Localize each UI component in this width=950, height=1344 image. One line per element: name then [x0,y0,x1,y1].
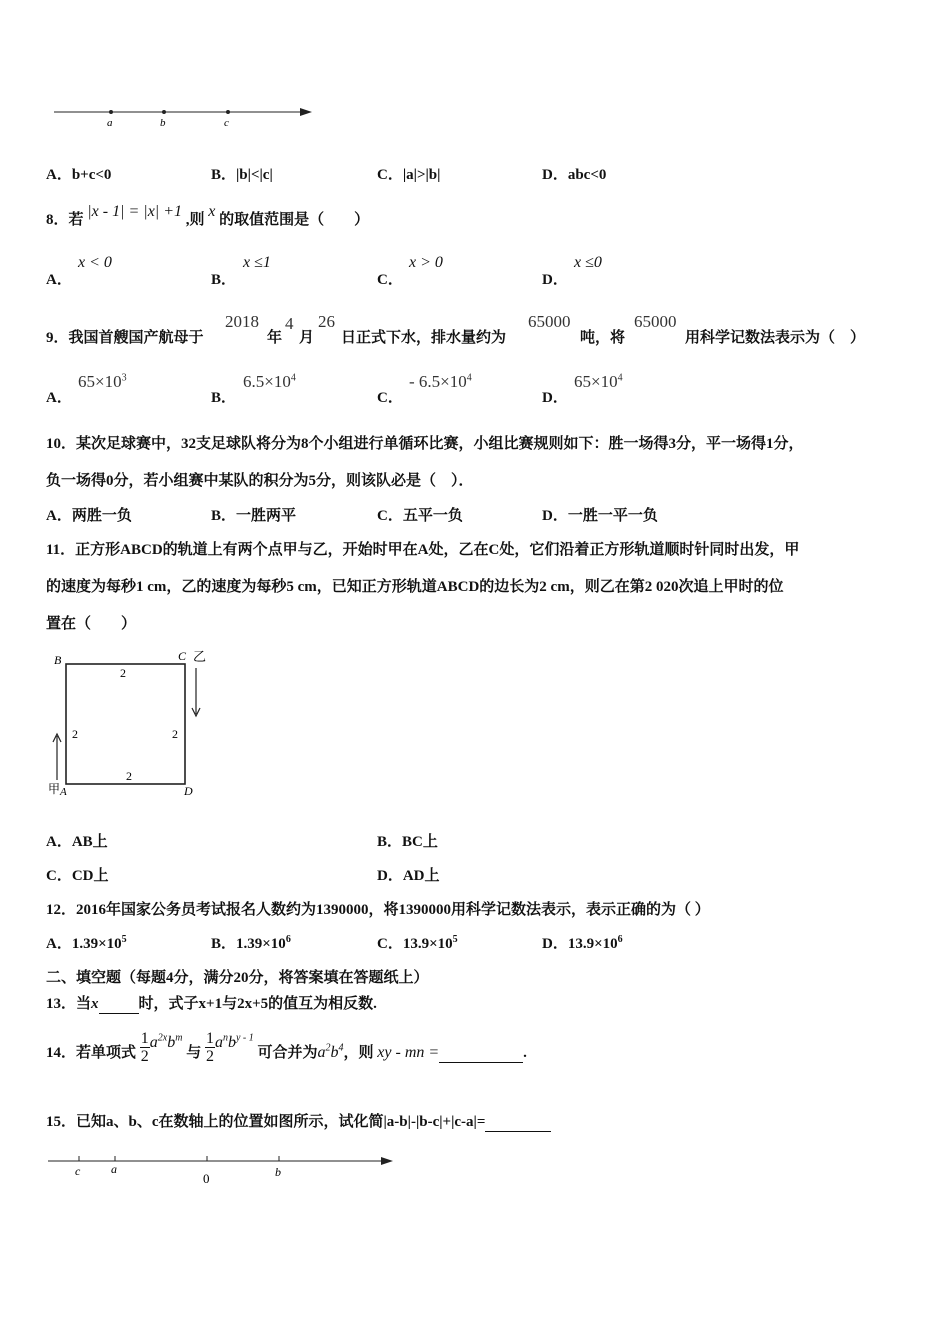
q9-stem-part6: 用科学记数法表示为（ ） [685,330,866,346]
q14-stem: 14．若单项式 $\frac{1}{2}$ $a^{2x}b^m$ 与 $\frac{1}{2}$ $a^nb^{y - 1}$ 可合并为$a^2b^4$，则 xy - mn = . [46,1030,527,1065]
q8-suffix: 的取值范围是（ ） [219,212,370,228]
q12-stem: 12．2016年国家公务员考试报名人数约为1390000，将1390000用科学记数法表示，表示正确的为（ ） [46,902,710,918]
corner-a: A [60,786,67,798]
q10-option-c: C．五平一负 [377,508,463,524]
q9-option-d-letter: D． [542,390,568,406]
q8-equation: |x - 1| = |x| +1 [87,203,182,220]
q9-option-c-expr: - $6.5\times 10^4$ [409,372,472,391]
q9-year: 2018 [225,312,259,331]
q9-option-b-letter: B． [211,390,237,406]
q9-stem-part4: 日正式下水，排水量约为 [341,330,507,346]
q14-fraction-2: $\frac{1}{2}$ [205,1030,214,1065]
q11-line1: 11．正方形ABCD的轨道上有两个点甲与乙，开始时甲在A处，乙在C处，它们沿着正方形轨道顺时针同时出发，甲 [46,542,800,558]
q15-number-line [44,1150,404,1190]
q8-option-d-expr: x ≤0 [574,254,602,271]
q8-option-d-letter: D． [542,272,568,288]
q7-option-a: A．b+c<0 [46,167,112,183]
label-c: c [224,117,229,129]
side-label-left: 2 [72,727,78,741]
point-a [109,110,113,114]
label-b: b [160,117,166,129]
q11-square-figure [44,644,224,804]
side-label-top: 2 [120,666,126,680]
q7-option-b: B．|b|<|c| [211,167,273,183]
q9-option-d-expr: $65\times 10^4$ [574,372,623,391]
up-arrow-icon [53,734,61,780]
q9-stem-part3: 月 [299,330,315,346]
down-arrow-icon [192,668,200,716]
corner-c: C [178,649,187,663]
q9-option-c-letter: C． [377,390,403,406]
q8-option-c-expr: x > 0 [409,254,443,271]
q8-var: x [208,203,216,220]
q9-value2: 65000 [634,312,677,331]
q9-stem-part1: 9．我国首艘国产航母于 [46,330,204,346]
q8-middle: ,则 [185,212,205,228]
label-zero: 0 [203,1171,210,1186]
corner-d: D [184,784,193,798]
q8-option-b-expr: x ≤1 [243,254,271,271]
label-b: b [275,1165,281,1179]
q7-option-d: D．abc<0 [542,167,607,183]
q9-day: 26 [318,312,335,331]
q7-number-line [50,100,320,132]
q9-option-b-expr: $6.5\times 10^4$ [243,372,296,391]
q8-option-a-letter: A． [46,272,72,288]
q11-option-a: A．AB上 [46,834,108,850]
q11-line2: 的速度为每秒1 cm，乙的速度为每秒5 cm，已知正方形轨道ABCD的边长为2 cm，则乙在第2 020次追上甲时的位 [46,579,784,595]
q15-answer-blank[interactable] [485,1114,551,1132]
label-a: a [107,117,113,129]
q9-value: 65000 [528,312,571,331]
q12-option-b: B．$1.39\times 10^6$ [211,934,291,952]
q8-option-a-expr: x < 0 [78,254,112,271]
q9-option-a-expr: $65\times 10^3$ [78,372,127,391]
label-c: c [75,1164,81,1178]
q7-option-c: C．|a|>|b| [377,167,441,183]
q11-option-c: C．CD上 [46,868,109,884]
q10-option-b: B．一胜两平 [211,508,297,524]
q10-option-a: A．两胜一负 [46,508,132,524]
q8-stem [46,202,370,228]
q9-stem-part5: 吨，将 [580,330,626,346]
q12-option-d: D．$13.9\times 10^6$ [542,934,623,952]
q9-month: 4 [285,314,294,333]
q13-stem: 13．当x 时，式子x+1与2x+5的值互为相反数. [46,996,377,1012]
point-c [226,110,230,114]
q10-line2: 负一场得0分，若小组赛中某队的积分为5分，则该队必是（ ）． [46,473,474,489]
q8-prefix: 8．若 [46,212,84,228]
q8-option-b-letter: B． [211,272,237,288]
q11-option-d: D．AD上 [377,868,440,884]
section2-heading: 二、填空题（每题4分，满分20分，将答案填在答题纸上） [46,970,429,986]
q14-fraction-1: $\frac{1}{2}$ [140,1030,149,1065]
corner-b: B [54,653,62,667]
q15-stem: 15．已知a、b、c在数轴上的位置如图所示，试化简|a-b|-|b-c|+|c-a|= [46,1110,551,1132]
q8-option-c-letter: C． [377,272,403,288]
point-b [162,110,166,114]
label-a: a [111,1162,117,1176]
point-jia-label: 甲 [48,782,61,796]
q11-line3: 置在（ ） [46,616,137,632]
q12-option-c: C．$13.9\times 10^5$ [377,934,458,952]
q10-line1: 10．某次足球赛中，32支足球队将分为8个小组进行单循环比赛，小组比赛规则如下：胜一场得3分，平一场得1分， [46,436,804,452]
side-label-bottom: 2 [126,769,132,783]
q12-option-a: A．$1.39\times 10^5$ [46,934,127,952]
q13-answer-blank[interactable] [99,996,139,1014]
q10-option-d: D．一胜一平一负 [542,508,658,524]
point-yi-label: 乙 [193,649,207,664]
q11-option-b: B．BC上 [377,834,438,850]
q9-option-a-letter: A． [46,390,72,406]
q14-answer-blank[interactable] [439,1045,523,1063]
side-label-right: 2 [172,727,178,741]
q9-stem-part2: 年 [267,330,283,346]
